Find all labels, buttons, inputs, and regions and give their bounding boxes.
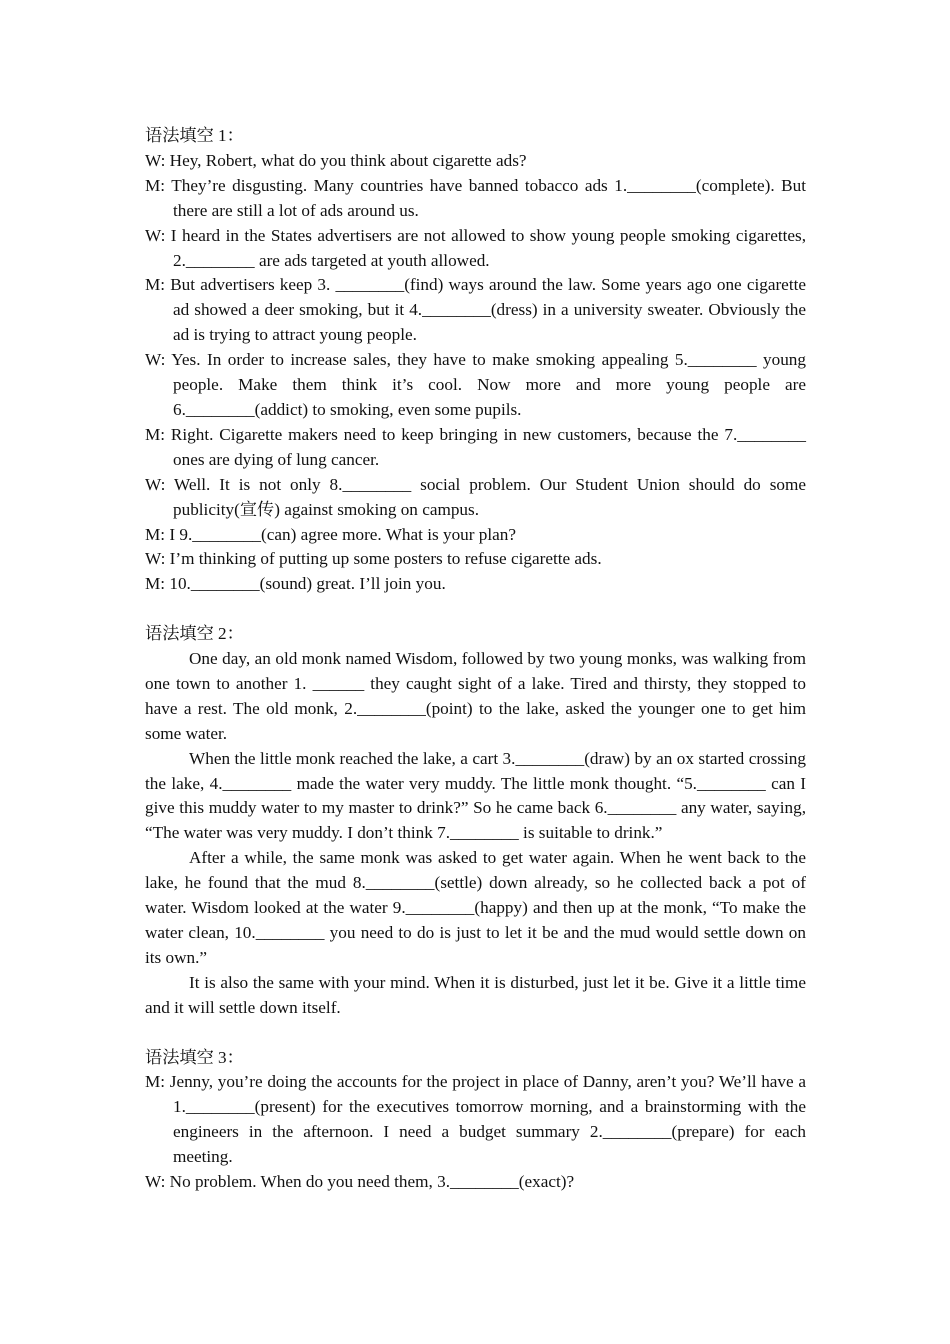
document-page: [145, 124, 806, 1195]
section-spacer: [145, 597, 806, 622]
story-paragraph: It is also the same with your mind. When it is disturbed, just let it be. Give it a little time and it will settle down itself.: [145, 972, 806, 1017]
dialog-line: M: They’re disgusting. Many countries have banned tobacco ads 1.________(complete). But there are still a lot of ads around us.: [145, 175, 806, 220]
section-spacer: [145, 1021, 806, 1046]
dialog-line: M: Jenny, you’re doing the accounts for the project in place of Danny, aren’t you? We’ll have a 1.________(present) for the executives tomorrow morning, and a brainstorming with the engineers in the afternoon. I need a budget summary 2.________(prepare) for each meeting.: [145, 1072, 806, 1167]
story-paragraph: After a while, the same monk was asked to get water again. When he went back to the lake, he found that the mud 8.________(settle) down already, so he collected back a pot of water. Wisdom looked at the water 9.________(happy) and then up at the monk, “To make the water clean, 10.________ you need to do is just to let it be and the mud would settle down on its own.”: [145, 848, 806, 967]
dialog-line: M: Right. Cigarette makers need to keep bringing in new customers, because the 7.________ ones are dying of lung cancer.: [145, 424, 806, 469]
dialog-line: W: No problem. When do you need them, 3.________(exact)?: [145, 1172, 575, 1192]
dialog-line: M: 10.________(sound) great. I’ll join you.: [145, 574, 446, 594]
section-2-title: 语法填空 2：: [145, 624, 244, 644]
dialog-line: W: Yes. In order to increase sales, they have to make smoking appealing 5.________ young people. Make them think it’s cool. Now more and more young people are 6.________(addict) to smoking, even some pupils.: [145, 350, 806, 419]
section-1-title: 语法填空 1：: [145, 126, 244, 145]
dialog-line: W: Hey, Robert, what do you think about cigarette ads?: [145, 150, 527, 170]
section-3-title: 语法填空 3：: [145, 1047, 244, 1067]
story-paragraph: When the little monk reached the lake, a cart 3.________(draw) by an ox started crossing the lake, 4.________ made the water very muddy. The little monk thought. “5.________ can I give this muddy water to my master to drink?” So he came back 6.________ any water, saying, “The water was very muddy. I don’t think 7.________ is suitable to drink.”: [145, 748, 806, 843]
dialog-line: M: But advertisers keep 3. ________(find) ways around the law. Some years ago one cigarette ad showed a deer smoking, but it 4.________(dress) in a university sweater. Obviously the ad is trying to attract young people.: [145, 275, 806, 345]
dialog-line: W: I heard in the States advertisers are not allowed to show young people smoking cigarettes, 2.________ are ads targeted at youth allowed.: [145, 225, 806, 270]
story-paragraph: One day, an old monk named Wisdom, followed by two young monks, was walking from one town to another 1. ______ they caught sight of a lake. Tired and thirsty, they stopped to have a rest. The old monk, 2.________(point) to the lake, asked the younger one to get him some water.: [145, 649, 806, 743]
dialog-line: W: Well. It is not only 8.________ social problem. Our Student Union should do some publicity(宣传) against smoking on campus.: [145, 474, 806, 519]
dialog-line: W: I’m thinking of putting up some posters to refuse cigarette ads.: [145, 549, 602, 569]
dialog-line: M: I 9.________(can) agree more. What is your plan?: [145, 524, 517, 544]
